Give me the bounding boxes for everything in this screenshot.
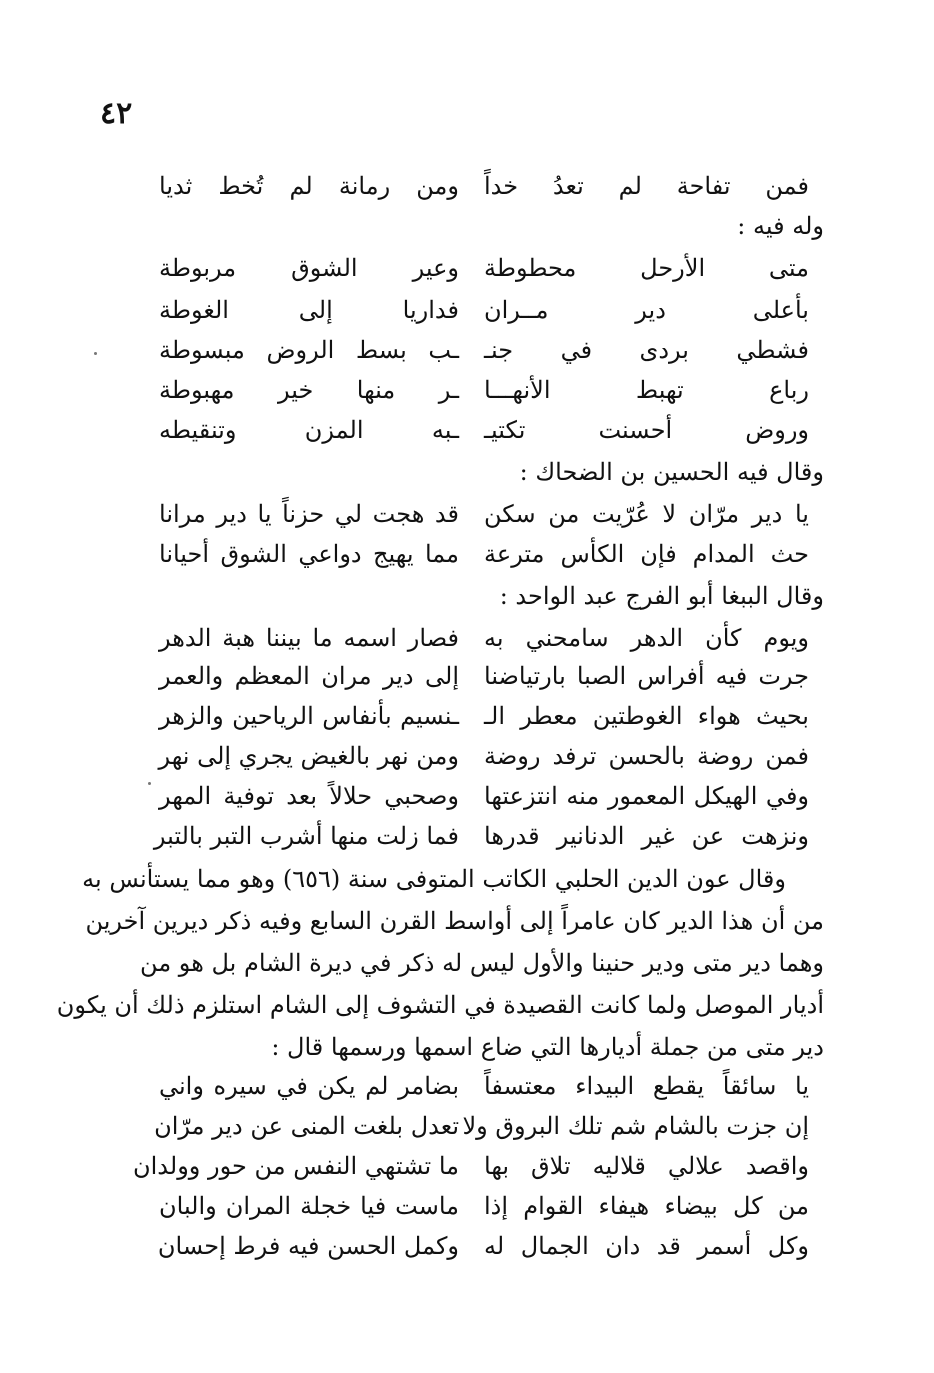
verse-second-hemistich: ـبه المزن وتنقيطه [159,416,459,444]
verse-second-hemistich: فما زلت منها أشرب التبر بالتبر [153,822,459,850]
verse-first-hemistich: يا دير مرّان لا عُرّيت من سكن [484,500,809,528]
verse-second-hemistich: مما يهيج دواعي الشوق أحيانا [159,540,459,568]
intro-line: وله فيه : [737,212,824,240]
verse-first-hemistich: جرت فيه أفراس الصبا بارتياضنا [484,662,809,690]
verse-second-hemistich: إلى دير مران المعظم والعمر [159,662,459,690]
verse-first-hemistich: رباع تهبط الأنهـــا [484,376,809,404]
verse-second-hemistich: ما تشتهي النفس من حور وولدان [132,1152,459,1180]
verse-second-hemistich: ومن نهر بالغيض يجري إلى نهر [158,742,459,770]
verse-second-hemistich: فصار اسمه ما بيننا هبة الدهر [159,624,459,652]
verse-second-hemistich: ـنسيم بأنفاس الرياحين والزهر [159,702,459,730]
verse-first-hemistich: ونزهت عن غير الدنانير قدرها [484,822,809,850]
verse-second-hemistich: ومن رمانة لم تُخط ثديا [159,172,459,200]
verse-first-hemistich: متى الأرحل محطوطة [484,254,809,282]
verse-line [0,494,934,534]
verse-line [0,1186,934,1226]
prose-line: وقال عون الدين الحلبي الكاتب المتوفى سنة (٦٥٦) وهو مما يستأنس به [82,865,786,893]
print-speck [148,782,151,785]
verse-line [0,816,934,856]
verse-first-hemistich: ويوم كأن الدهر سامحني به [484,624,809,652]
verse-line [0,166,934,206]
verse-line [0,776,934,816]
verse-line [0,1226,934,1266]
verse-line [0,330,934,370]
verse-line [0,370,934,410]
verse-second-hemistich: فداريا إلى الغوطة [159,296,459,324]
verse-first-hemistich: إن جزت بالشام شم تلك البروق ولا [462,1112,809,1140]
verse-first-hemistich: فشطي بردى في جنـ [484,336,809,364]
verse-first-hemistich: وكل أسمر قد دان الجمال له [484,1232,809,1260]
verse-first-hemistich: واقصد علالي قلاليه تلاق بها [484,1152,809,1180]
verse-second-hemistich: ـب بسط الروض مبسوطة [159,336,459,364]
verse-second-hemistich: ماست فيا خجلة المران والبان [159,1192,459,1220]
print-speck [94,352,97,355]
verse-second-hemistich: وكمل الحسن فيه فرط إحسان [157,1232,459,1260]
verse-first-hemistich: بحيث هواء الغوطتين معطر الـ [484,702,809,730]
prose-line: وهما دير متى ودير حنينا والأول ليس له ذكر في ديرة الشام بل هو من [140,949,824,977]
verse-second-hemistich: وعير الشوق مربوطة [159,254,459,282]
verse-line [0,696,934,736]
prose-line: أديار الموصل ولما كانت القصيدة في التشوف إلى الشام استلزم ذلك أن يكون [56,991,824,1019]
verse-line [0,534,934,574]
verse-first-hemistich: فمن روضة بالحسن ترفد روضة [484,742,809,770]
verse-line [0,410,934,450]
verse-second-hemistich: بضامر لم يكن في سيره واني [159,1072,459,1100]
intro-line: وقال فيه الحسين بن الضحاك : [519,458,824,486]
page-number: ٤٢ [100,96,133,131]
verse-first-hemistich: يا سائقاً يقطع البيداء معتسفاً [484,1072,809,1100]
verse-first-hemistich: وفي الهيكل المعمور منه انتزعتها [484,782,809,810]
verse-line [0,618,934,658]
verse-first-hemistich: حث المدام فإن الكأس مترعة [484,540,809,568]
intro-line: وقال الببغا أبو الفرج عبد الواحد : [499,582,824,610]
verse-second-hemistich: تعدل بلغت المنى عن دير مرّان [154,1112,459,1140]
verse-line [0,656,934,696]
verse-second-hemistich: وصحبي حلالاً بعد توفية المهر [159,782,459,810]
verse-line [0,290,934,330]
prose-line: من أن هذا الدير كان عامراً إلى أواسط القرن السابع وفيه ذكر ديرين آخرين [85,907,824,935]
verse-second-hemistich: قد هجت لي حزناً يا دير مرانا [159,500,459,528]
verse-first-hemistich: من كل بيضاء هيفاء القوام إذا [484,1192,809,1220]
verse-line [0,1146,934,1186]
verse-line [0,1066,934,1106]
verse-first-hemistich: فمن تفاحة لم تعدُ خداً [484,172,809,200]
prose-line: دير متى من جملة أديارها التي ضاع اسمها ورسمها قال : [271,1033,824,1061]
verse-line [0,736,934,776]
verse-line [0,1106,934,1146]
verse-first-hemistich: بأعلى دير مــران [484,296,809,324]
verse-second-hemistich: ـر منها خير مهبوطة [159,376,459,404]
verse-line [0,248,934,288]
verse-first-hemistich: وروض أحسنت تكتيـ [484,416,809,444]
